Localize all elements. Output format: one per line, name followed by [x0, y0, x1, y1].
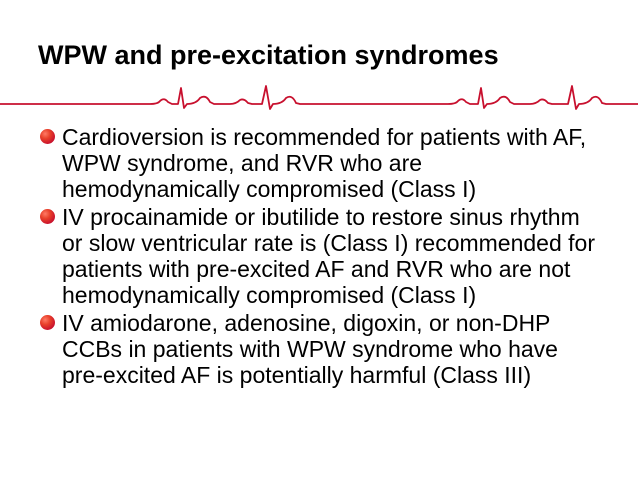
bullet-list — [40, 124, 600, 388]
bullet-text: Cardioversion is recommended for patients with AF, WPW syndrome, and RVR who are hemodynamically compromised (Class I) — [62, 124, 587, 202]
bullet-text: IV amiodarone, adenosine, digoxin, or non-DHP CCBs in patients with WPW syndrome who have pre-excited AF is potentially harmful (Class III) — [62, 310, 558, 388]
slide-title: WPW and pre-excitation syndromes — [38, 40, 499, 70]
ecg-waveform-icon — [0, 82, 638, 110]
bullet-item — [40, 310, 600, 388]
bullet-item — [40, 124, 600, 202]
red-sphere-bullet-icon — [40, 315, 55, 330]
red-sphere-bullet-icon — [40, 129, 55, 144]
red-sphere-bullet-icon — [40, 209, 55, 224]
bullet-item — [40, 204, 600, 308]
bullet-text: IV procainamide or ibutilide to restore sinus rhythm or slow ventricular rate is (Class I) recommended for patients with pre-excited AF and RVR who are not hemodynamically compromised (Class I) — [62, 204, 595, 308]
